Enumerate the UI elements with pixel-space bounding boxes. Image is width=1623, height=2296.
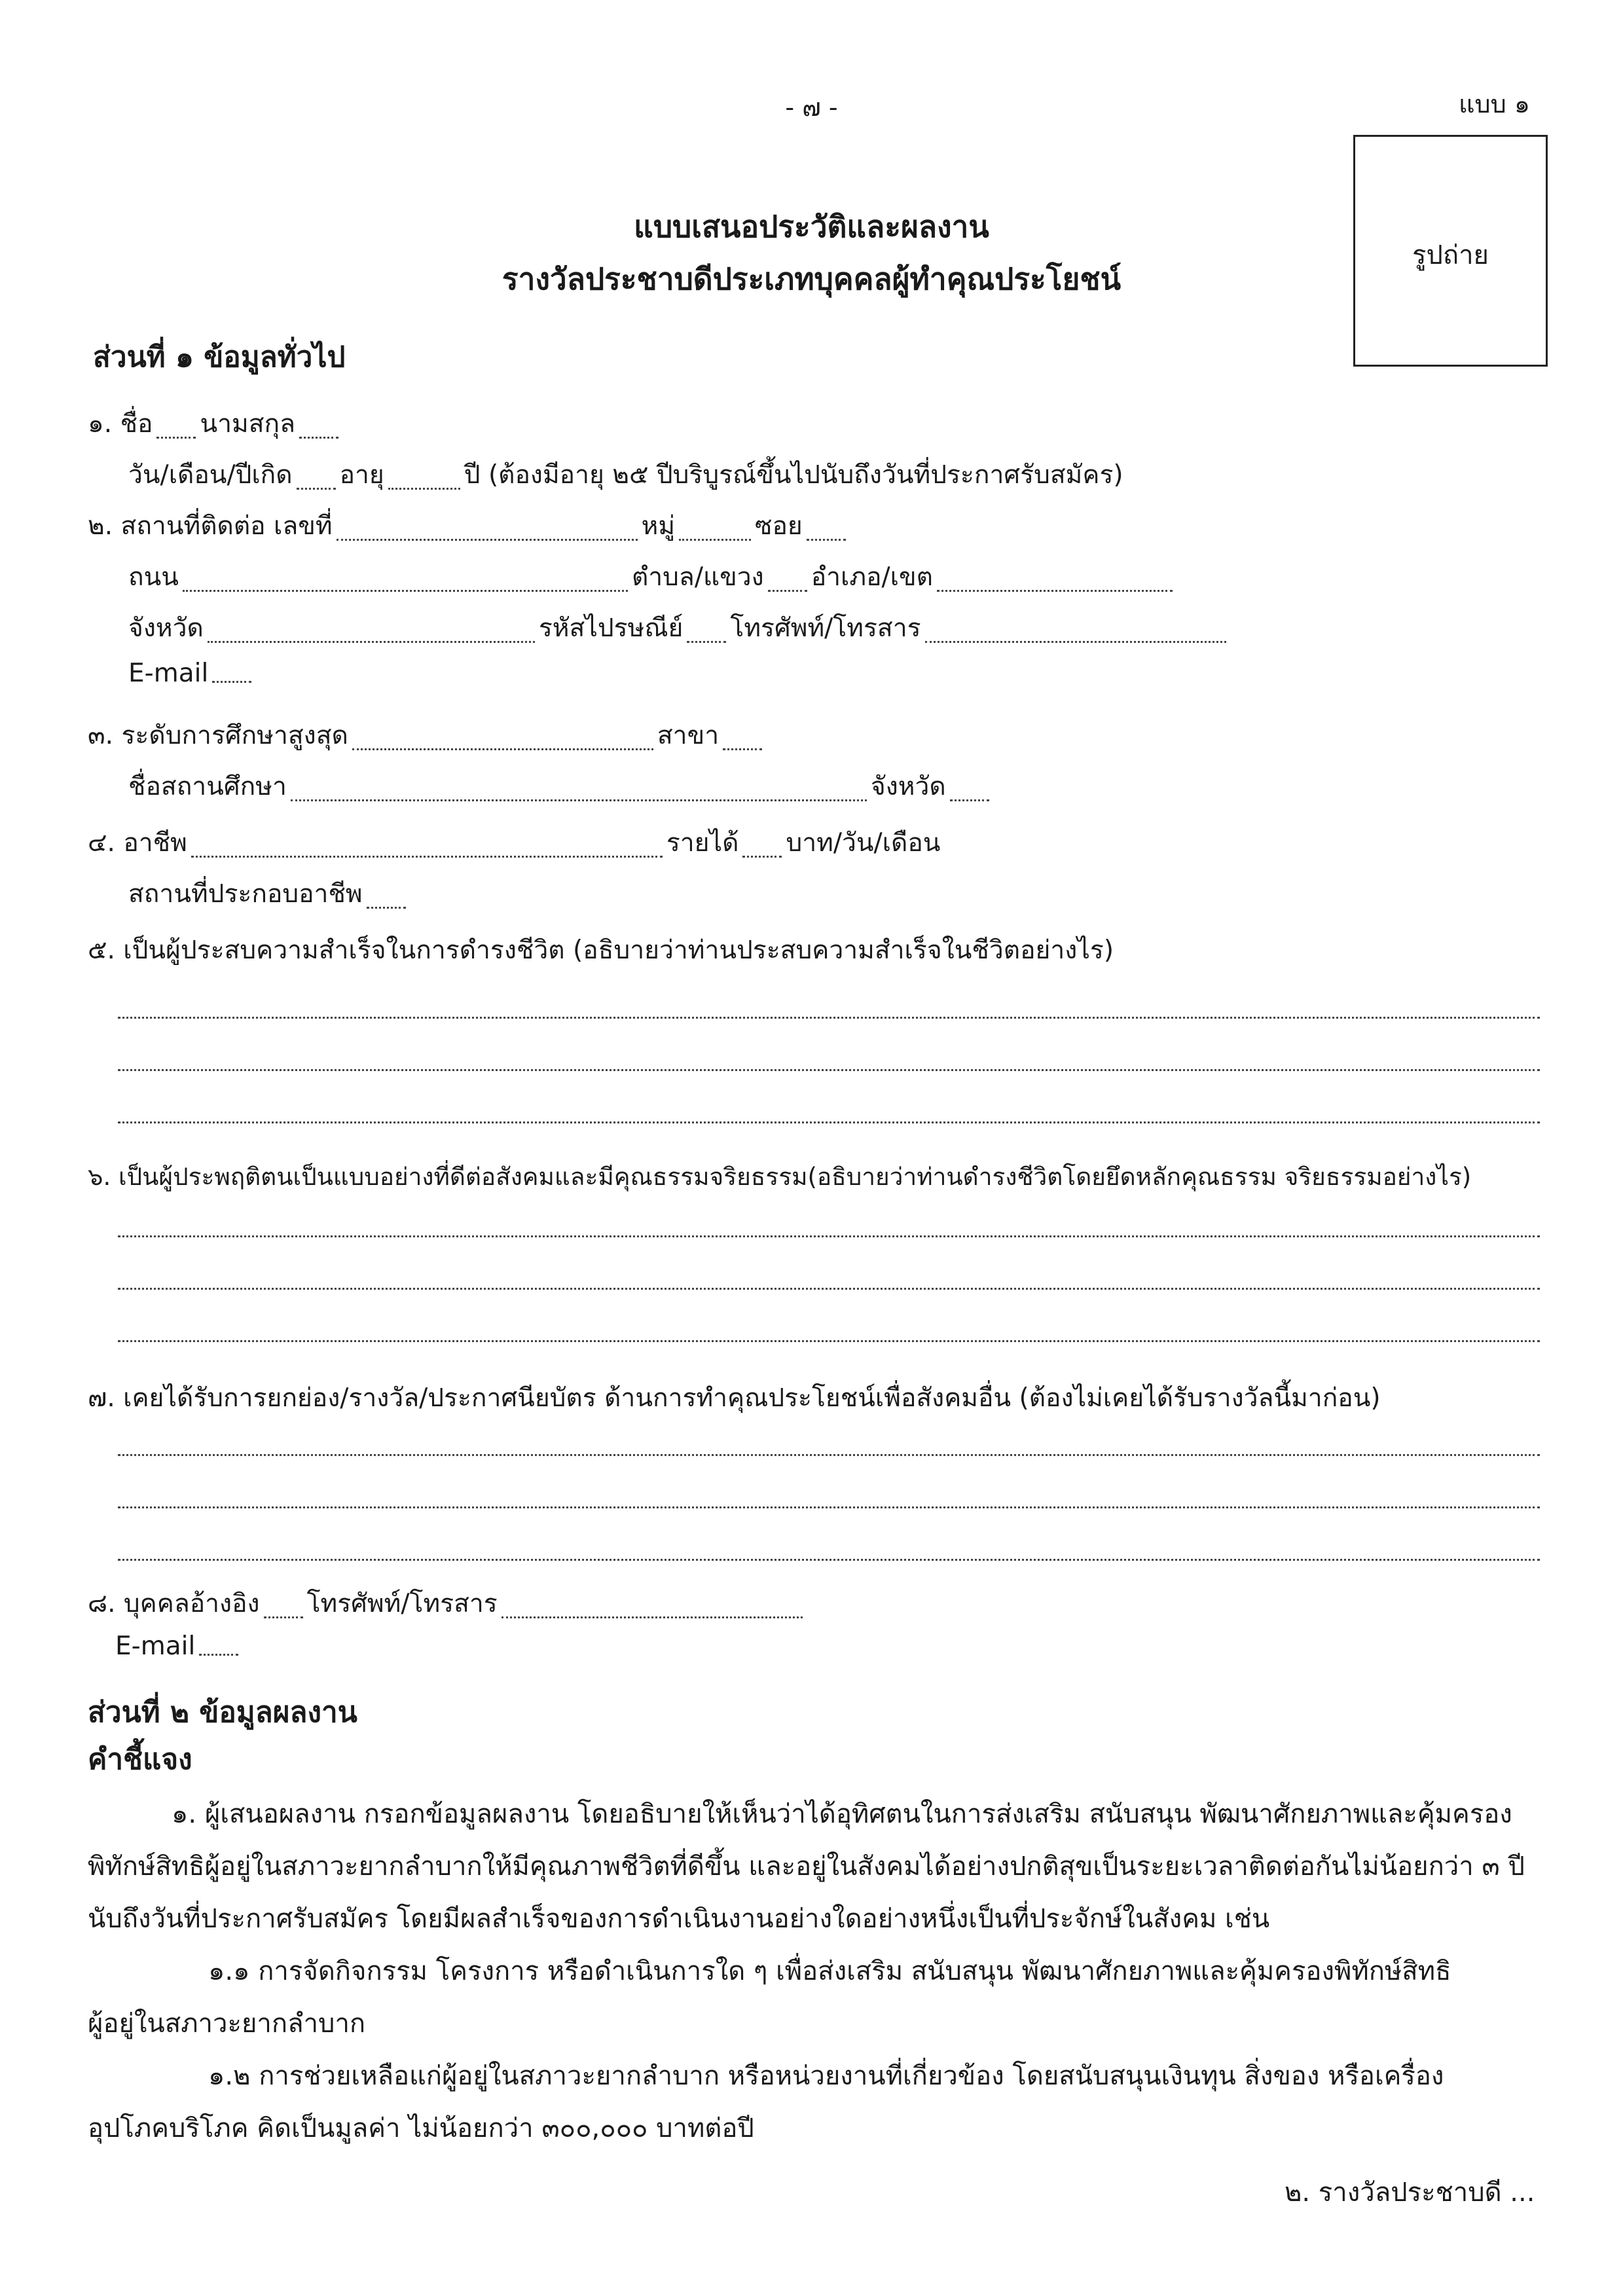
amphoe-field[interactable] [937,589,1173,592]
road-field[interactable] [183,589,628,592]
field-ref-email-row [115,1631,1540,1661]
major-label: สาขา [657,721,720,750]
field-email-row [128,659,1548,688]
field-number: ๓. [88,721,114,750]
name-label: ชื่อ [120,409,153,439]
instruction-paragraph-1: ๑. ผู้เสนอผลงาน กรอกข้อมูลผลงาน โดยอธิบายให้เห็นว่าได้อุทิศตนในการส่งเสริม สนับสนุน พัฒนาศักยภาพและคุ้มครอง [172,1799,1512,1829]
reference-field[interactable] [264,1616,303,1618]
page-number: - ๗ - [785,93,838,122]
email-field[interactable] [212,680,251,683]
surname-field[interactable] [299,436,338,439]
field-address-row [88,505,1548,546]
ref-email-label: E-mail [115,1631,196,1661]
field5-answer-line[interactable] [118,1121,1540,1123]
field7-answer-line[interactable] [118,1558,1540,1561]
occupation-field[interactable] [191,855,663,858]
field-institution-row [128,766,1548,807]
province-label: จังหวัด [128,613,204,643]
income-unit: บาท/วัน/เดือน [786,828,941,858]
form-code: แบบ ๑ [1459,90,1530,118]
field6-answer-line[interactable] [118,1339,1540,1342]
address-no-field[interactable] [337,538,638,541]
moo-field[interactable] [679,538,751,541]
dob-field[interactable] [297,487,336,490]
photo-box[interactable] [1353,135,1548,367]
road-label: ถนน [128,562,179,592]
field-number: ๑. [88,409,113,439]
province-field[interactable] [208,640,535,643]
income-label: รายได้ [666,828,739,858]
instructions-heading: คำชี้แจง [88,1743,192,1776]
photo-label: รูปถ่าย [1412,240,1489,270]
field6-answer-line[interactable] [118,1235,1540,1237]
form-subtitle: รางวัลประชาบดีประเภทบุคคลผู้ทำคุณประโยชน์ [501,261,1122,297]
field-workplace-row [128,873,1548,914]
continued-note: ๒. รางวัลประชาบดี ... [1285,2178,1535,2208]
occupation-label: อาชีพ [123,828,187,858]
instruction-item-1-2-cont: อุปโภคบริโภค คิดเป็นมูลค่า ไม่น้อยกว่า ๓๐๐,๐๐๐ บาทต่อปี [88,2113,754,2143]
part1-heading: ส่วนที่ ๑ ข้อมูลทั่วไป [93,340,346,374]
amphoe-label: อำเภอ/เขต [811,562,933,592]
workplace-label: สถานที่ประกอบอาชีพ [128,879,363,909]
age-label: อายุ [339,460,384,490]
age-field[interactable] [388,487,460,490]
field5-question: ๕. เป็นผู้ประสบความสำเร็จในการดำรงชีวิต (อธิบายว่าท่านประสบความสำเร็จในชีวิตอย่างไร) [88,936,1114,965]
soi-field[interactable] [807,538,846,541]
ref-phone-label: โทรศัพท์/โทรสาร [306,1589,498,1618]
field5-answer-line[interactable] [118,1016,1540,1019]
ref-email-field[interactable] [199,1653,238,1656]
name-field[interactable] [156,436,196,439]
field7-answer-line[interactable] [118,1453,1540,1456]
field-road-row [128,556,1548,597]
reference-label: บุคคลอ้างอิง [123,1589,260,1618]
major-field[interactable] [723,748,762,750]
ref-phone-field[interactable] [501,1616,803,1618]
dob-label: วัน/เดือน/ปีเกิด [128,460,293,490]
income-field[interactable] [742,855,782,858]
instruction-paragraph-1-cont: นับถึงวันที่ประกาศรับสมัคร โดยมีผลสำเร็จของการดำเนินงานอย่างใดอย่างหนึ่งเป็นที่ประจักษ์ในสังคม เช่น [88,1904,1270,1934]
instruction-item-1-2: ๑.๒ การช่วยเหลือแก่ผู้อยู่ในสภาวะยากลำบาก หรือหน่วยงานที่เกี่ยวข้อง โดยสนับสนุนเงินทุน สิ่งของ หรือเครื่อง [208,2061,1444,2091]
surname-label: นามสกุล [200,409,296,439]
instruction-item-1-1: ๑.๑ การจัดกิจกรรม โครงการ หรือดำเนินการใด ๆ เพื่อส่งเสริม สนับสนุน พัฒนาศักยภาพและคุ้มครองพิทักษ์สิทธิ [208,1956,1451,1986]
field-number: ๒. [88,511,113,541]
moo-label: หมู่ [641,511,676,541]
address-no-label: สถานที่ติดต่อ เลขที่ [120,511,333,541]
education-label: ระดับการศึกษาสูงสุด [121,721,348,750]
phone-field[interactable] [925,640,1226,643]
instruction-item-1-1-cont: ผู้อยู่ในสภาวะยากลำบาก [88,2009,366,2039]
field5-answer-line[interactable] [118,1068,1540,1071]
field-dob-row [128,454,1548,495]
inst-province-field[interactable] [950,799,989,801]
field7-question: ๗. เคยได้รับการยกย่อง/รางวัล/ประกาศนียบัตร ด้านการทำคุณประโยชน์เพื่อสังคมอื่น (ต้องไม่เคยได้รับรางวัลนี้มาก่อน) [88,1383,1381,1413]
tambon-label: ตำบล/แขวง [631,562,764,592]
institution-label: ชื่อสถานศึกษา [128,772,287,801]
email-label: E-mail [128,659,209,688]
phone-label: โทรศัพท์/โทรสาร [730,613,921,643]
age-note: ปี (ต้องมีอายุ ๒๕ ปีบริบูรณ์ขึ้นไปนับถึงวันที่ประกาศรับสมัคร) [464,460,1123,490]
form-title: แบบเสนอประวัติและผลงาน [634,209,989,244]
field6-answer-line[interactable] [118,1287,1540,1290]
field-reference-row [88,1583,1540,1624]
instruction-paragraph-1-cont: พิทักษ์สิทธิผู้อยู่ในสภาวะยากลำบากให้มีคุณภาพชีวิตที่ดีขึ้น และอยู่ในสังคมได้อย่างปกติสุขเป็นระยะเวลาติดต่อกันไม่น้อยกว่า ๓ ปี [88,1851,1525,1882]
field7-answer-line[interactable] [118,1506,1540,1508]
field-province-row [128,608,1548,648]
workplace-field[interactable] [367,906,406,909]
field-occupation-row [88,822,1548,863]
postcode-field[interactable] [687,640,726,643]
soi-label: ซอย [755,511,803,541]
postcode-label: รหัสไปรษณีย์ [538,613,684,643]
field-number: ๔. [88,828,115,858]
education-field[interactable] [352,748,653,750]
field6-question: ๖. เป็นผู้ประพฤติตนเป็นแบบอย่างที่ดีต่อสังคมและมีคุณธรรมจริยธรรม(อธิบายว่าท่านดำรงชีวิตโดยยึดหลักคุณธรรม จริยธรรมอย่างไร) [88,1163,1472,1191]
field-number: ๘. [88,1589,116,1618]
field-education-row [88,715,1548,756]
field-name-row [88,403,1548,444]
inst-province-label: จังหวัด [870,772,946,801]
institution-field[interactable] [291,799,867,801]
part2-heading: ส่วนที่ ๒ ข้อมูลผลงาน [88,1696,357,1729]
tambon-field[interactable] [768,589,807,592]
